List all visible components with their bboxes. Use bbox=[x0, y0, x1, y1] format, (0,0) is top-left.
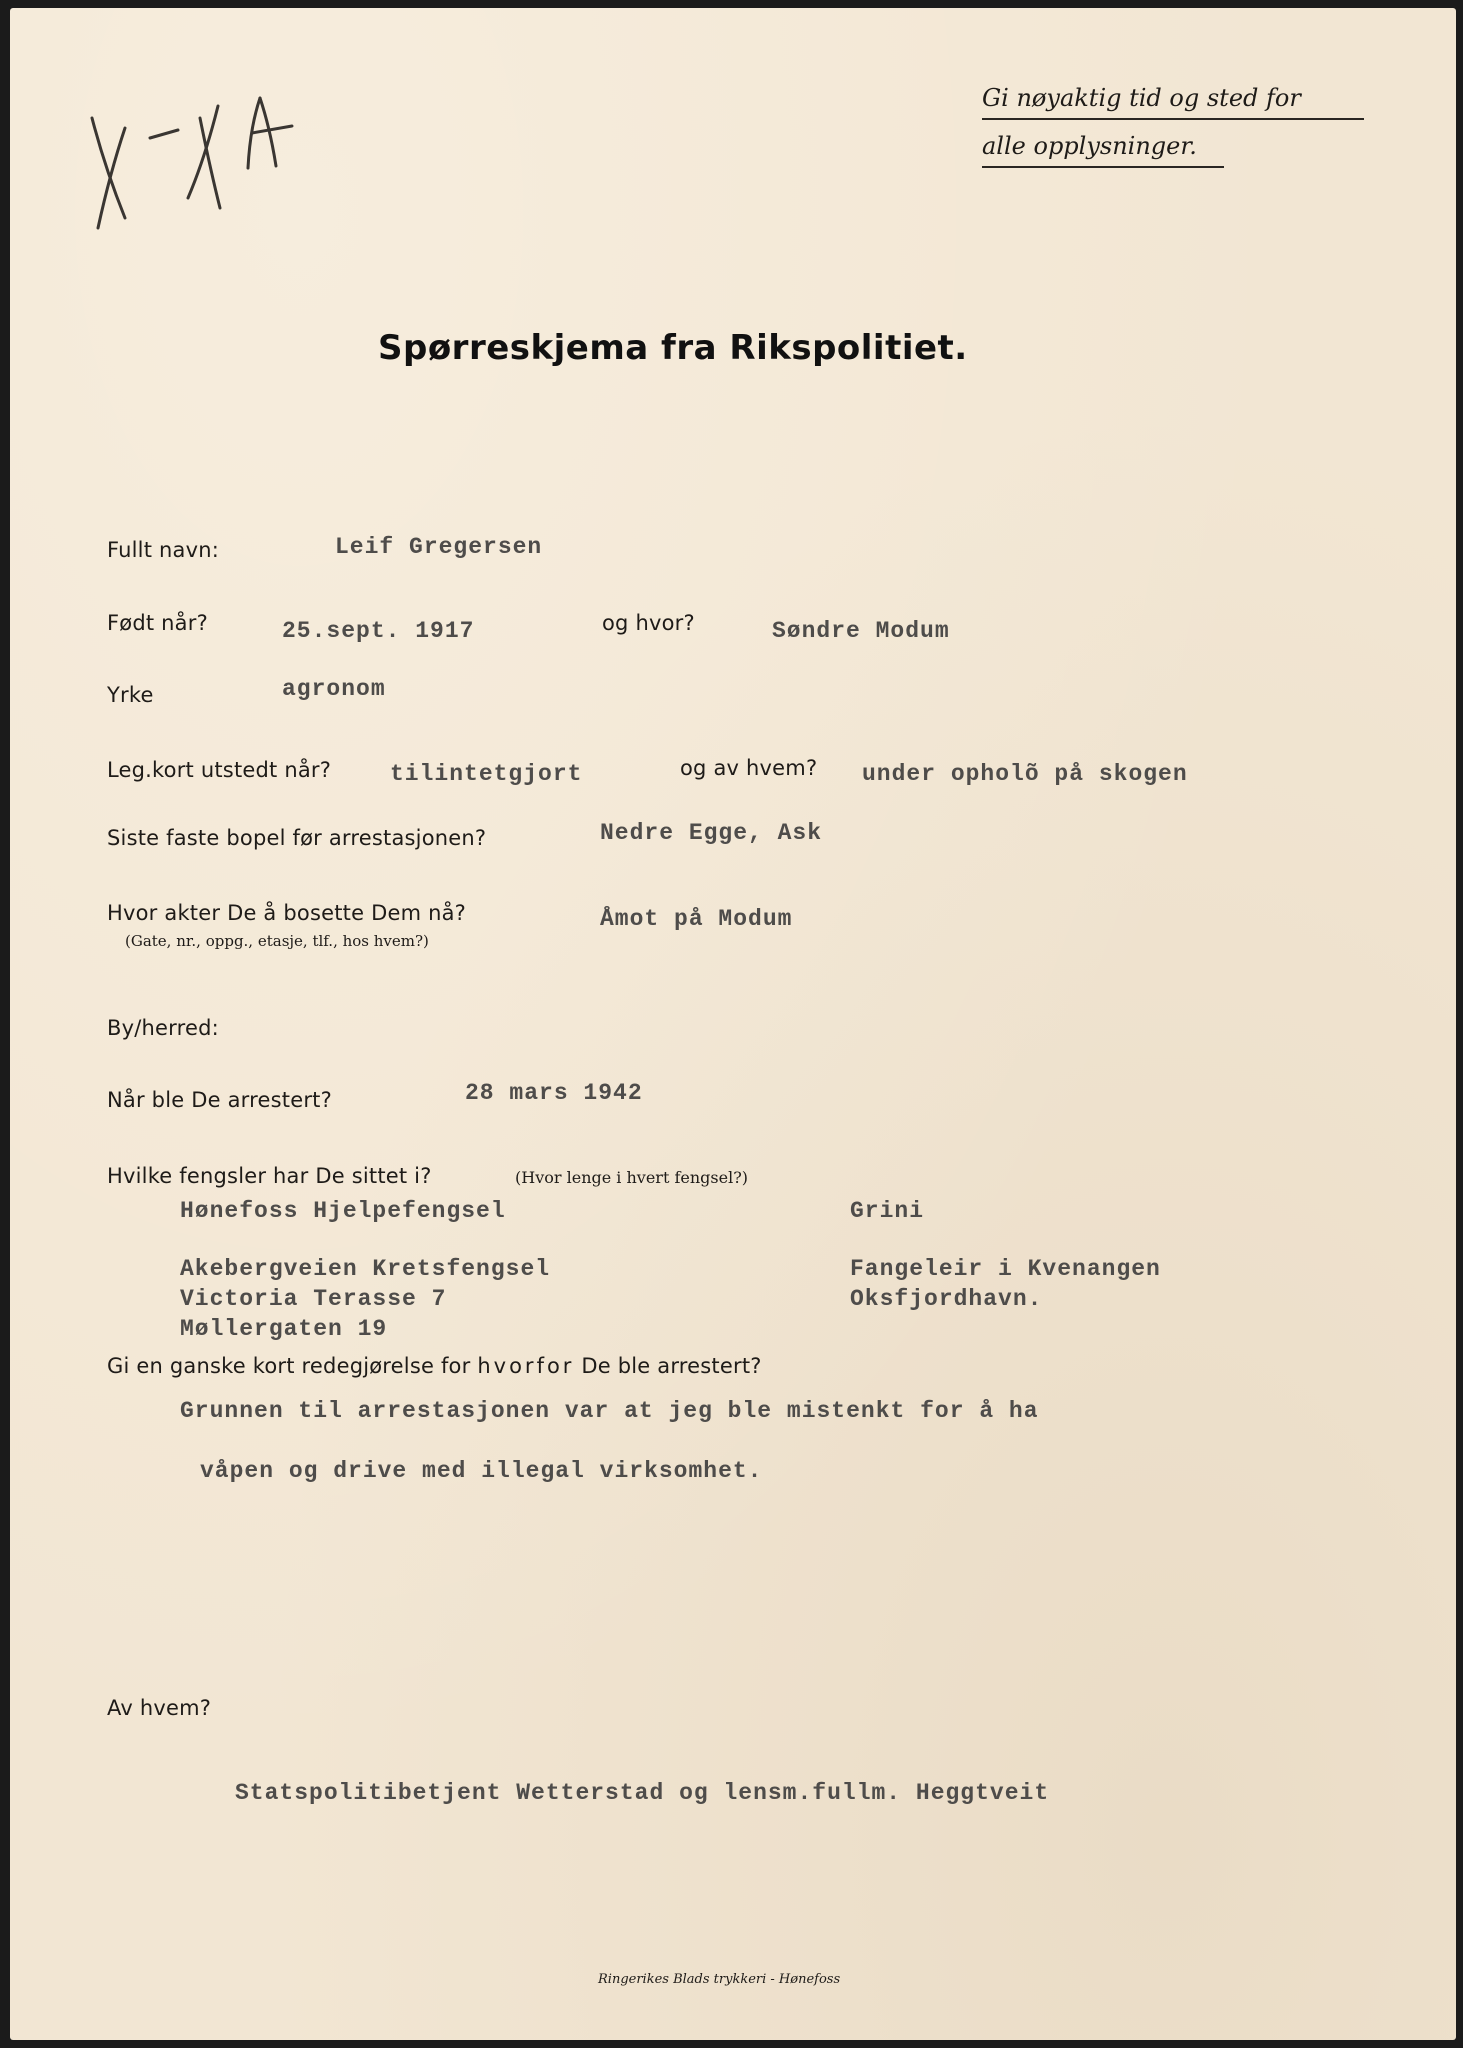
born-when-value: 25.sept. 1917 bbox=[282, 618, 475, 644]
id-issued-when-value: tilintetgjort bbox=[390, 761, 583, 787]
born-when-label: Født når? bbox=[107, 611, 208, 635]
instruction-underline-2 bbox=[982, 166, 1224, 168]
full-name-value: Leif Gregersen bbox=[335, 534, 543, 560]
reason-line-1: Grunnen til arrestasjonen var at jeg ble mistenkt for å ha bbox=[180, 1398, 1039, 1424]
settle-sublabel: (Gate, nr., oppg., etasje, tlf., hos hvem?) bbox=[125, 932, 429, 950]
last-residence-label: Siste faste bopel før arrestasjonen? bbox=[107, 826, 487, 850]
id-issued-when-label: Leg.kort utstedt når? bbox=[107, 758, 332, 782]
prisons-sublabel: (Hvor lenge i hvert fengsel?) bbox=[515, 1168, 749, 1187]
reason-label-emph: hvorfor bbox=[477, 1354, 575, 1378]
prison-left-3: Victoria Terasse 7 bbox=[180, 1286, 447, 1312]
arrested-when-value: 28 mars 1942 bbox=[465, 1080, 643, 1106]
questionnaire-sheet bbox=[10, 8, 1456, 2040]
id-issued-by-value: under opholõ på skogen bbox=[862, 761, 1188, 787]
prisons-label: Hvilke fengsler har De sittet i? bbox=[107, 1164, 432, 1188]
instruction-underline-1 bbox=[982, 118, 1364, 120]
by-whom-value: Statspolitibetjent Wetterstad og lensm.fullm. Heggtveit bbox=[235, 1780, 1050, 1806]
settle-label: Hvor akter De å bosette Dem nå? bbox=[107, 901, 467, 925]
municipality-label: By/herred: bbox=[107, 1016, 219, 1040]
printer-footer: Ringerikes Blads trykkeri - Hønefoss bbox=[598, 1972, 841, 1987]
prison-left-4: Møllergaten 19 bbox=[180, 1316, 388, 1342]
reason-label bbox=[107, 1354, 762, 1378]
arrested-when-label: Når ble De arrestert? bbox=[107, 1088, 332, 1112]
instruction-note-line1: Gi nøyaktig tid og sted for bbox=[982, 84, 1301, 112]
reason-line-2: våpen og drive med illegal virksomhet. bbox=[200, 1458, 763, 1484]
reason-label-after: De ble arrestert? bbox=[581, 1354, 762, 1378]
prison-left-2: Akebergveien Kretsfengsel bbox=[180, 1256, 551, 1282]
handwritten-xxa-icon bbox=[80, 88, 320, 238]
prison-right-2: Fangeleir i Kvenangen bbox=[850, 1256, 1161, 1282]
occupation-value: agronom bbox=[282, 676, 386, 702]
handwritten-mark bbox=[80, 88, 320, 238]
prison-left-1: Hønefoss Hjelpefengsel bbox=[180, 1198, 506, 1224]
last-residence-value: Nedre Egge, Ask bbox=[600, 820, 823, 846]
settle-value: Åmot på Modum bbox=[600, 906, 793, 932]
occupation-label: Yrke bbox=[107, 683, 154, 707]
id-issued-by-label: og av hvem? bbox=[680, 756, 818, 780]
page-title: Spørreskjema fra Rikspolitiet. bbox=[378, 328, 968, 368]
prison-right-1: Grini bbox=[850, 1198, 925, 1224]
instruction-note-line2: alle opplysninger. bbox=[982, 132, 1197, 160]
reason-label-before: Gi en ganske kort redegjørelse for bbox=[107, 1354, 471, 1378]
by-whom-label: Av hvem? bbox=[107, 1696, 212, 1720]
full-name-label: Fullt navn: bbox=[107, 538, 220, 562]
born-where-value: Søndre Modum bbox=[772, 618, 950, 644]
born-where-label: og hvor? bbox=[602, 611, 695, 635]
prison-right-3: Oksfjordhavn. bbox=[850, 1286, 1043, 1312]
